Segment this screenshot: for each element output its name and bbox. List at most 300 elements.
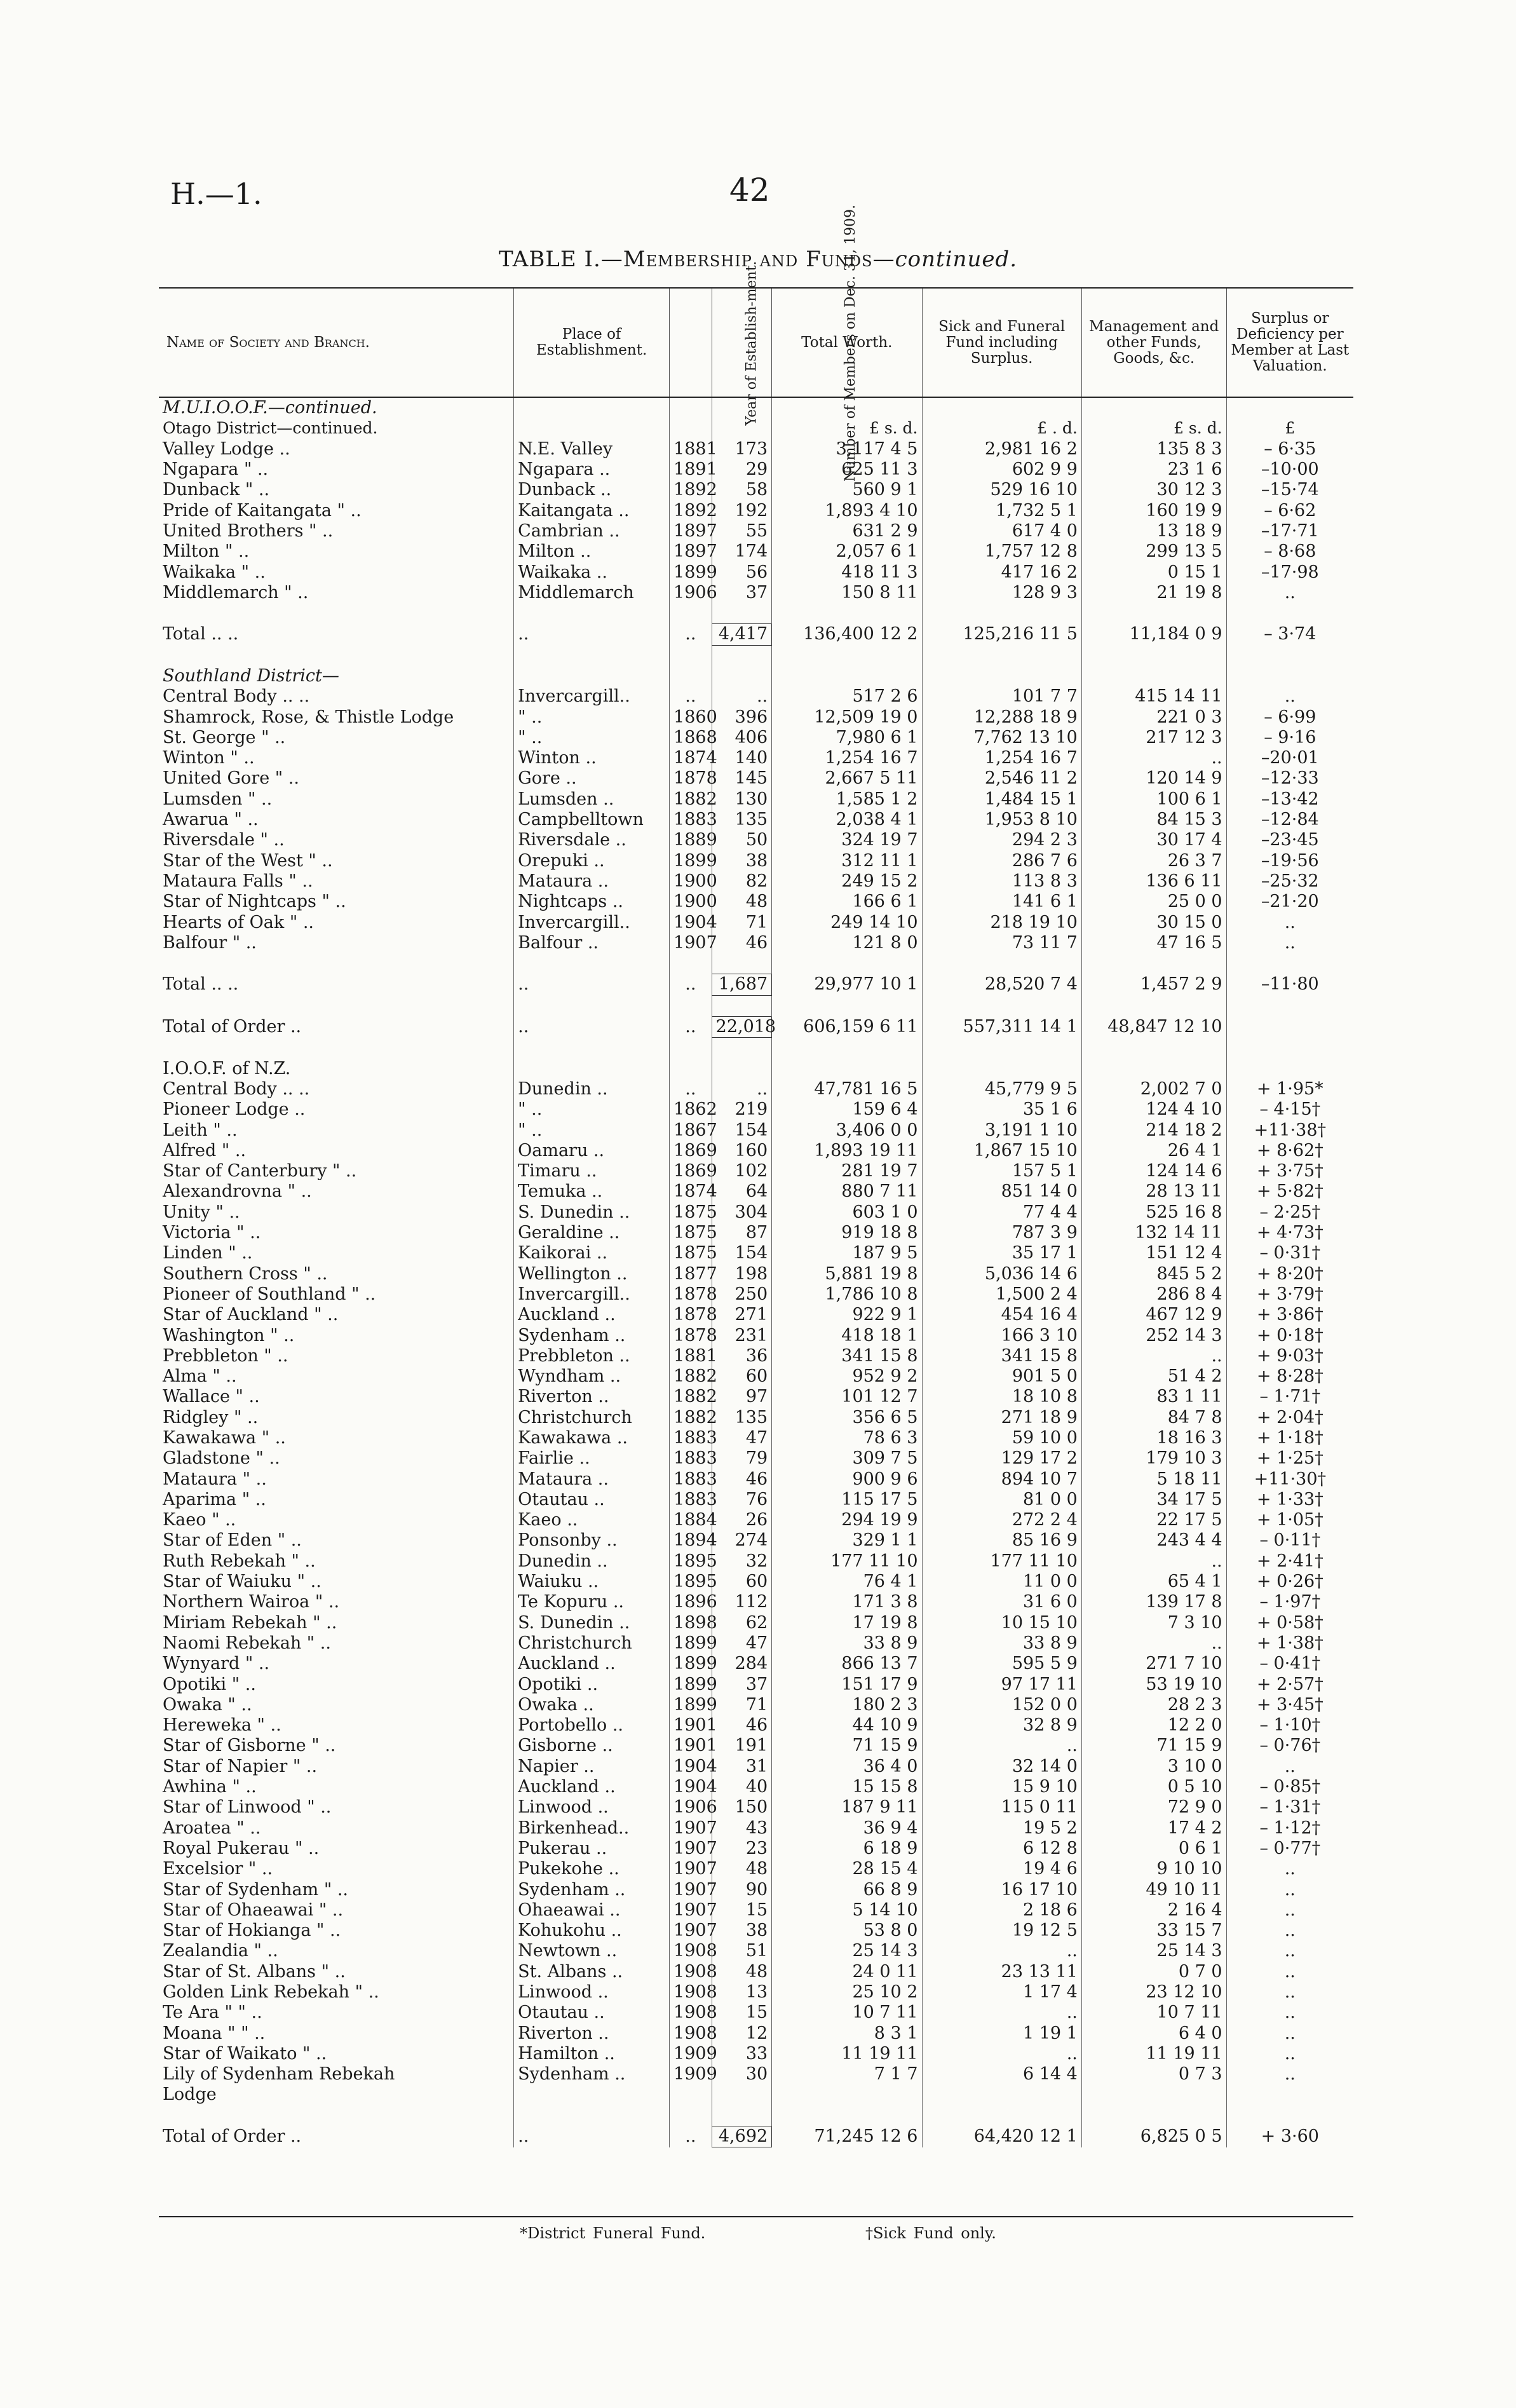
table-row — [159, 686, 1353, 707]
sick-fund-cell: 128 9 3 — [922, 583, 1081, 603]
members-cell: 64 — [712, 1181, 772, 1202]
sick-fund-cell: 272 2 4 — [922, 1510, 1081, 1530]
total-worth-cell: 866 13 7 — [772, 1654, 922, 1674]
management-fund-cell: £ s. d. — [1081, 418, 1226, 439]
management-fund-cell: 11 19 11 — [1081, 2044, 1226, 2064]
place-cell — [514, 953, 670, 974]
branch-name-cell: Prebbleton " .. — [163, 1345, 288, 1366]
surplus-cell: – 8·68 — [1226, 541, 1353, 562]
surplus-cell: .. — [1226, 1941, 1353, 1961]
sick-fund-cell: .. — [922, 1941, 1081, 1961]
members-cell: 33 — [712, 2044, 772, 2064]
sick-fund-cell: 59 10 0 — [922, 1428, 1081, 1448]
surplus-cell: .. — [1226, 1921, 1353, 1941]
sick-fund-cell: 787 3 9 — [922, 1223, 1081, 1243]
total-worth-cell: 36 9 4 — [772, 1818, 922, 1838]
total-worth-cell: 1,893 19 11 — [772, 1141, 922, 1161]
total-row — [159, 2126, 1353, 2147]
total-worth-cell: 631 2 9 — [772, 521, 922, 541]
sick-fund-cell: 16 17 10 — [922, 1879, 1081, 1900]
members-cell: 219 — [712, 1099, 772, 1120]
members-cell: 43 — [712, 1818, 772, 1838]
management-fund-cell: 100 6 1 — [1081, 789, 1226, 810]
sick-fund-cell: 894 10 7 — [922, 1469, 1081, 1489]
members-cell — [712, 995, 772, 1016]
year-cell — [670, 397, 712, 418]
year-cell: 1904 — [670, 912, 712, 932]
place-cell: Pukekohe .. — [514, 1859, 670, 1879]
total-worth-cell: 28 15 4 — [772, 1859, 922, 1879]
place-cell: " .. — [514, 728, 670, 748]
surplus-cell: + 1·18† — [1226, 1428, 1353, 1448]
management-fund-cell: .. — [1081, 1633, 1226, 1654]
table-row — [159, 1797, 1353, 1818]
table-row — [159, 500, 1353, 520]
total-worth-cell: 5 14 10 — [772, 1900, 922, 1921]
year-cell: 1889 — [670, 830, 712, 850]
sick-fund-cell: .. — [922, 2003, 1081, 2023]
management-fund-cell: 415 14 11 — [1081, 686, 1226, 707]
surplus-cell — [1226, 603, 1353, 624]
sick-fund-cell: 129 17 2 — [922, 1448, 1081, 1469]
sick-fund-cell — [922, 995, 1081, 1016]
year-cell: 1882 — [670, 1366, 712, 1387]
management-fund-cell: 26 4 1 — [1081, 1141, 1226, 1161]
members-cell: 4,692 — [712, 2126, 772, 2147]
total-worth-cell: 166 6 1 — [772, 892, 922, 912]
year-cell: 1901 — [670, 1715, 712, 1736]
surplus-cell: + 1·25† — [1226, 1448, 1353, 1469]
surplus-cell: – 2·25† — [1226, 1202, 1353, 1223]
total-worth-cell: 1,893 4 10 — [772, 500, 922, 520]
sick-fund-cell: 45,779 9 5 — [922, 1079, 1081, 1099]
members-cell: 13 — [712, 1982, 772, 2003]
year-cell: 1875 — [670, 1243, 712, 1263]
table-row — [159, 1161, 1353, 1181]
branch-name-cell: Aparima " .. — [163, 1489, 266, 1509]
year-cell: 1892 — [670, 500, 712, 520]
branch-name-cell — [159, 603, 514, 624]
surplus-cell: + 8·20† — [1226, 1263, 1353, 1284]
members-cell: 150 — [712, 1797, 772, 1818]
members-cell: 51 — [712, 1941, 772, 1961]
branch-name-cell: Ruth Rebekah " .. — [163, 1551, 316, 1571]
branch-name-cell — [159, 645, 514, 666]
members-cell: 160 — [712, 1141, 772, 1161]
sick-fund-cell: 81 0 0 — [922, 1490, 1081, 1510]
year-cell: 1897 — [670, 541, 712, 562]
sick-fund-cell: 19 4 6 — [922, 1859, 1081, 1879]
total-worth-cell: 11 19 11 — [772, 2044, 922, 2064]
branch-name-cell: Shamrock, Rose, & Thistle Lodge — [163, 707, 454, 727]
branch-name-cell: Southern Cross " .. — [163, 1263, 328, 1284]
branch-name-cell: Alfred " .. — [163, 1140, 247, 1160]
sick-fund-cell: 454 16 4 — [922, 1305, 1081, 1325]
total-worth-cell: 101 12 7 — [772, 1387, 922, 1407]
members-cell: 274 — [712, 1530, 772, 1551]
branch-name-cell: Mataura " .. — [163, 1469, 267, 1489]
surplus-cell: + 1·38† — [1226, 1633, 1353, 1654]
surplus-cell: –12·33 — [1226, 768, 1353, 789]
members-cell: 145 — [712, 768, 772, 789]
header-year — [670, 261, 760, 425]
table-row — [159, 583, 1353, 603]
total-worth-cell — [772, 645, 922, 666]
members-cell — [712, 1038, 772, 1059]
sick-fund-cell: 1,484 15 1 — [922, 789, 1081, 810]
place-cell — [514, 603, 670, 624]
place-cell — [514, 995, 670, 1016]
surplus-cell: – 0·77† — [1226, 1839, 1353, 1859]
place-cell: Orepuki .. — [514, 851, 670, 871]
management-fund-cell: 0 7 3 — [1081, 2064, 1226, 2085]
surplus-cell: + 1·95* — [1226, 1079, 1353, 1099]
members-cell: 38 — [712, 851, 772, 871]
members-cell: 90 — [712, 1879, 772, 1900]
members-cell: 271 — [712, 1305, 772, 1325]
sick-fund-cell: 33 8 9 — [922, 1633, 1081, 1654]
place-cell: Balfour .. — [514, 933, 670, 953]
table-row — [159, 1715, 1353, 1736]
branch-name-cell: Opotiki " .. — [163, 1674, 256, 1694]
place-cell: Linwood .. — [514, 1982, 670, 2003]
members-cell: 82 — [712, 871, 772, 892]
sick-fund-cell: 157 5 1 — [922, 1161, 1081, 1181]
place-cell: Christchurch — [514, 1633, 670, 1654]
sick-fund-cell: 1 17 4 — [922, 1982, 1081, 2003]
management-fund-cell: 151 12 4 — [1081, 1243, 1226, 1263]
table-row — [159, 1530, 1353, 1551]
document-reference: H.—1. — [170, 177, 262, 211]
sick-fund-cell: 23 13 11 — [922, 1962, 1081, 1982]
surplus-cell: –17·71 — [1226, 521, 1353, 541]
branch-name-cell: Star of Napier " .. — [163, 1756, 318, 1776]
surplus-cell: .. — [1226, 583, 1353, 603]
members-cell: 87 — [712, 1223, 772, 1243]
members-cell: 26 — [712, 1510, 772, 1530]
table-row — [159, 1900, 1353, 1921]
total-worth-cell: 606,159 6 11 — [772, 1016, 922, 1037]
branch-name-cell: Riversdale " .. — [163, 830, 285, 850]
total-worth-cell: 33 8 9 — [772, 1633, 922, 1654]
place-cell: Gore .. — [514, 768, 670, 789]
surplus-cell: –19·56 — [1226, 851, 1353, 871]
place-cell: Dunedin .. — [514, 1079, 670, 1099]
total-worth-cell: 1,585 1 2 — [772, 789, 922, 810]
surplus-cell — [1226, 953, 1353, 974]
place-cell — [514, 645, 670, 666]
place-cell: Middlemarch — [514, 583, 670, 603]
year-cell: 1894 — [670, 1530, 712, 1551]
table-row — [159, 521, 1353, 541]
table-row — [159, 871, 1353, 892]
surplus-cell: .. — [1226, 2003, 1353, 2023]
branch-name-cell: Kaeo " .. — [163, 1510, 236, 1530]
table-row — [159, 1695, 1353, 1715]
year-cell: 1897 — [670, 521, 712, 541]
branch-name-cell: Star of Auckland " .. — [163, 1305, 339, 1325]
year-cell: 1882 — [670, 789, 712, 810]
management-fund-cell: 84 15 3 — [1081, 810, 1226, 830]
table-row — [159, 851, 1353, 871]
branch-name-cell — [159, 953, 514, 974]
year-cell — [670, 2085, 712, 2105]
place-cell: Mataura .. — [514, 871, 670, 892]
year-cell: .. — [670, 1079, 712, 1099]
total-worth-cell: 1,254 16 7 — [772, 748, 922, 768]
sick-fund-cell — [922, 397, 1081, 418]
year-cell: 1900 — [670, 871, 712, 892]
place-cell: Napier .. — [514, 1757, 670, 1777]
table-row — [159, 1141, 1353, 1161]
place-cell: Sydenham .. — [514, 1325, 670, 1345]
place-cell: " .. — [514, 1120, 670, 1140]
place-cell: Kaikorai .. — [514, 1243, 670, 1263]
management-fund-cell: 17 4 2 — [1081, 1818, 1226, 1838]
branch-name-cell: United Brothers " .. — [163, 520, 334, 541]
surplus-cell: + 3·60 — [1226, 2126, 1353, 2147]
management-fund-cell: 3 10 0 — [1081, 1757, 1226, 1777]
sick-fund-cell: 602 9 9 — [922, 459, 1081, 480]
sick-fund-cell — [922, 1059, 1081, 1079]
year-cell: 1907 — [670, 1839, 712, 1859]
total-worth-cell: 25 10 2 — [772, 1982, 922, 2003]
branch-name-cell: M.U.I.O.O.F.—continued. — [163, 398, 377, 418]
total-worth-cell — [772, 1059, 922, 1079]
members-cell: 135 — [712, 810, 772, 830]
table-row — [159, 1284, 1353, 1305]
sick-fund-cell: 77 4 4 — [922, 1202, 1081, 1223]
surplus-cell: + 9·03† — [1226, 1346, 1353, 1366]
sick-fund-cell: 557,311 14 1 — [922, 1016, 1081, 1037]
year-cell: 1895 — [670, 1572, 712, 1592]
total-worth-cell: 312 11 1 — [772, 851, 922, 871]
sick-fund-cell: 31 6 0 — [922, 1592, 1081, 1612]
branch-name-cell: Ridgley " .. — [163, 1407, 259, 1427]
spacer-row — [159, 2105, 1353, 2126]
surplus-cell: – 1·31† — [1226, 1797, 1353, 1818]
management-fund-cell — [1081, 2085, 1226, 2105]
total-worth-cell: 66 8 9 — [772, 1879, 922, 1900]
year-cell: 1907 — [670, 1921, 712, 1941]
sick-fund-cell: 64,420 12 1 — [922, 2126, 1081, 2147]
sick-fund-cell — [922, 953, 1081, 974]
management-fund-cell: 5 18 11 — [1081, 1469, 1226, 1489]
place-cell: Invercargill.. — [514, 912, 670, 932]
members-cell: 56 — [712, 562, 772, 582]
sick-fund-cell: 10 15 10 — [922, 1613, 1081, 1633]
place-cell: .. — [514, 2126, 670, 2147]
management-fund-cell: 1,457 2 9 — [1081, 974, 1226, 995]
members-cell — [712, 666, 772, 686]
page-header — [0, 0, 1516, 272]
table-row — [159, 892, 1353, 912]
management-fund-cell — [1081, 603, 1226, 624]
place-cell: Kohukohu .. — [514, 1921, 670, 1941]
branch-name-cell: Alma " .. — [163, 1366, 237, 1387]
sick-fund-cell: 1,500 2 4 — [922, 1284, 1081, 1305]
place-cell: .. — [514, 1016, 670, 1037]
members-cell: 135 — [712, 1408, 772, 1428]
members-cell: 36 — [712, 1346, 772, 1366]
year-cell: 1891 — [670, 459, 712, 480]
members-cell: 79 — [712, 1448, 772, 1469]
table-row — [159, 1099, 1353, 1120]
table-title-suffix: continued. — [895, 247, 1018, 272]
year-cell: 1899 — [670, 1695, 712, 1715]
year-cell: 1907 — [670, 1900, 712, 1921]
members-cell: 231 — [712, 1325, 772, 1345]
branch-name-cell: Unity " .. — [163, 1202, 240, 1222]
branch-name-cell: Star of Canterbury " .. — [163, 1161, 357, 1181]
place-cell: Riverton .. — [514, 2023, 670, 2043]
table-row — [159, 1674, 1353, 1694]
management-fund-cell: 30 15 0 — [1081, 912, 1226, 932]
branch-name-cell — [159, 2105, 514, 2126]
place-cell: .. — [514, 974, 670, 995]
total-worth-cell: 356 6 5 — [772, 1408, 922, 1428]
management-fund-cell — [1081, 1059, 1226, 1079]
management-fund-cell: 160 19 9 — [1081, 500, 1226, 520]
surplus-cell — [1226, 1016, 1353, 1037]
sick-fund-cell: 152 0 0 — [922, 1695, 1081, 1715]
total-worth-cell: 71,245 12 6 — [772, 2126, 922, 2147]
year-cell: 1904 — [670, 1777, 712, 1797]
total-worth-cell: 24 0 11 — [772, 1962, 922, 1982]
total-worth-cell: 249 15 2 — [772, 871, 922, 892]
sick-fund-cell: 11 0 0 — [922, 1572, 1081, 1592]
spacer-row — [159, 953, 1353, 974]
year-cell: 1907 — [670, 933, 712, 953]
total-worth-cell: 12,509 19 0 — [772, 707, 922, 727]
year-cell: 1908 — [670, 2023, 712, 2043]
header-surplus: Surplus or Deficiency per Member at Last Valuation. — [1226, 288, 1353, 397]
total-worth-cell: 281 19 7 — [772, 1161, 922, 1181]
members-cell: 30 — [712, 2064, 772, 2085]
surplus-cell: – 0·76† — [1226, 1736, 1353, 1756]
header-name: Name of Society and Branch. — [159, 288, 514, 397]
year-cell: 1901 — [670, 1736, 712, 1756]
total-worth-cell: 2,057 6 1 — [772, 541, 922, 562]
branch-name-cell: Pioneer of Southland " .. — [163, 1284, 376, 1304]
management-fund-cell: 13 18 9 — [1081, 521, 1226, 541]
total-worth-cell — [772, 603, 922, 624]
members-cell: 48 — [712, 892, 772, 912]
total-worth-cell: 47,781 16 5 — [772, 1079, 922, 1099]
table-row — [159, 1777, 1353, 1797]
members-cell: 97 — [712, 1387, 772, 1407]
sick-fund-cell: 2,546 11 2 — [922, 768, 1081, 789]
table-row — [159, 2003, 1353, 2023]
management-fund-cell: 0 6 1 — [1081, 1839, 1226, 1859]
place-cell: Cambrian .. — [514, 521, 670, 541]
table-row — [159, 1736, 1353, 1756]
management-fund-cell: 22 17 5 — [1081, 1510, 1226, 1530]
year-cell: 1878 — [670, 1325, 712, 1345]
total-worth-cell: 922 9 1 — [772, 1305, 922, 1325]
management-fund-cell: .. — [1081, 748, 1226, 768]
surplus-cell: –15·74 — [1226, 480, 1353, 500]
place-cell: Portobello .. — [514, 1715, 670, 1736]
table-row — [159, 1757, 1353, 1777]
sick-fund-cell: 12,288 18 9 — [922, 707, 1081, 727]
members-cell: 76 — [712, 1490, 772, 1510]
total-worth-cell: 78 6 3 — [772, 1428, 922, 1448]
table-bottom-rule — [159, 2216, 1353, 2217]
group-heading-row — [159, 666, 1353, 686]
table-row — [159, 2085, 1353, 2105]
sick-fund-cell: 15 9 10 — [922, 1777, 1081, 1797]
members-cell: 60 — [712, 1572, 772, 1592]
management-fund-cell: 23 12 10 — [1081, 1982, 1226, 2003]
total-worth-cell: 249 14 10 — [772, 912, 922, 932]
branch-name-cell: Linden " .. — [163, 1243, 253, 1263]
branch-name-cell: Washington " .. — [163, 1325, 295, 1345]
surplus-cell: – 0·11† — [1226, 1530, 1353, 1551]
surplus-cell: .. — [1226, 1757, 1353, 1777]
table-row — [159, 1839, 1353, 1859]
total-row — [159, 1016, 1353, 1037]
total-worth-cell: 919 18 8 — [772, 1223, 922, 1243]
sick-fund-cell — [922, 1038, 1081, 1059]
members-cell: 47 — [712, 1633, 772, 1654]
sick-fund-cell: 19 5 2 — [922, 1818, 1081, 1838]
members-cell: 55 — [712, 521, 772, 541]
surplus-cell: + 1·33† — [1226, 1490, 1353, 1510]
sick-fund-cell: 901 5 0 — [922, 1366, 1081, 1387]
year-cell: 1895 — [670, 1551, 712, 1572]
year-cell: 1878 — [670, 1305, 712, 1325]
sick-fund-cell: 417 16 2 — [922, 562, 1081, 582]
management-fund-cell: 72 9 0 — [1081, 1797, 1226, 1818]
management-fund-cell — [1081, 953, 1226, 974]
place-cell: St. Albans .. — [514, 1962, 670, 1982]
place-cell: Hamilton .. — [514, 2044, 670, 2064]
year-cell: 1868 — [670, 728, 712, 748]
table-row — [159, 1859, 1353, 1879]
management-fund-cell: 10 7 11 — [1081, 2003, 1226, 2023]
members-cell: 48 — [712, 1962, 772, 1982]
management-fund-cell: 83 1 11 — [1081, 1387, 1226, 1407]
total-worth-cell: 71 15 9 — [772, 1736, 922, 1756]
sick-fund-cell: 97 17 11 — [922, 1674, 1081, 1694]
surplus-cell: –25·32 — [1226, 871, 1353, 892]
surplus-cell: .. — [1226, 1982, 1353, 2003]
sick-fund-cell: 1,953 8 10 — [922, 810, 1081, 830]
management-fund-cell: 124 14 6 — [1081, 1161, 1226, 1181]
table-row — [159, 1428, 1353, 1448]
sick-fund-cell: 294 2 3 — [922, 830, 1081, 850]
management-fund-cell: 11,184 0 9 — [1081, 624, 1226, 645]
branch-name-cell: Moana " " .. — [163, 2023, 266, 2043]
sick-fund-cell: 1,732 5 1 — [922, 500, 1081, 520]
members-cell: 37 — [712, 583, 772, 603]
management-fund-cell: 467 12 9 — [1081, 1305, 1226, 1325]
branch-name-cell: Excelsior " .. — [163, 1859, 273, 1879]
table-row — [159, 912, 1353, 932]
management-fund-cell: 47 16 5 — [1081, 933, 1226, 953]
surplus-cell: + 3·86† — [1226, 1305, 1353, 1325]
surplus-cell: + 3·79† — [1226, 1284, 1353, 1305]
table-row — [159, 1613, 1353, 1633]
table-row — [159, 1654, 1353, 1674]
total-worth-cell: 177 11 10 — [772, 1551, 922, 1572]
place-cell: Lumsden .. — [514, 789, 670, 810]
total-worth-cell: 418 11 3 — [772, 562, 922, 582]
sick-fund-cell: .. — [922, 2044, 1081, 2064]
branch-name-cell: Middlemarch " .. — [163, 582, 309, 602]
management-fund-cell: 0 5 10 — [1081, 1777, 1226, 1797]
